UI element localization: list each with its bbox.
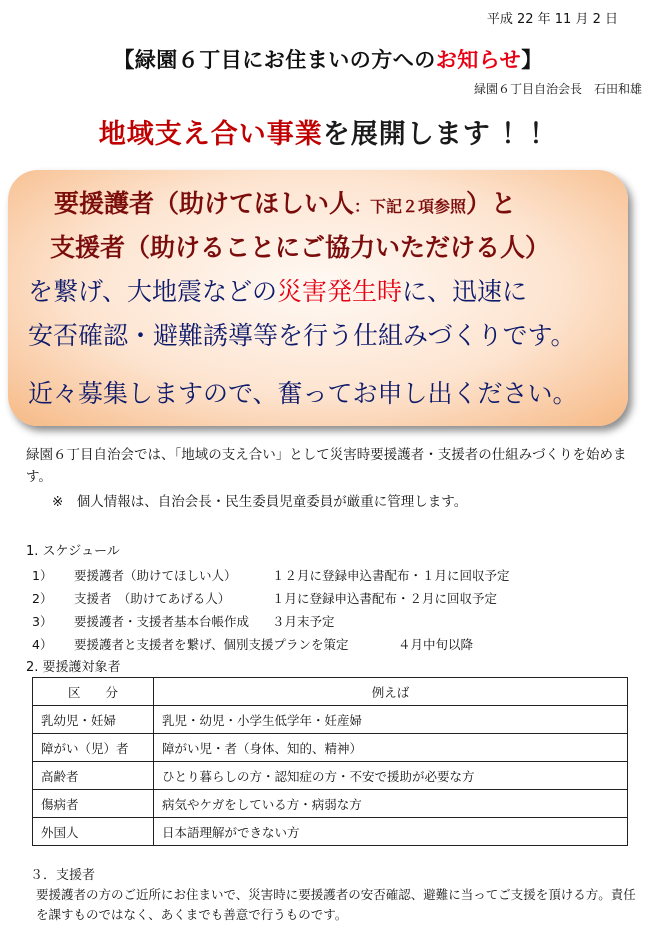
table-row bbox=[33, 762, 628, 790]
table-row bbox=[33, 734, 628, 762]
headline-dark: を展開します ！！ bbox=[322, 119, 558, 150]
schedule-item-timing: ３月末予定 bbox=[272, 614, 335, 629]
line3-before: を繋げ、大地震などの bbox=[28, 277, 278, 306]
schedule-item-timing: ４月中旬以降 bbox=[398, 637, 474, 652]
table-row bbox=[33, 790, 628, 818]
schedule-item-text: 要援護者（助けてほしい人） bbox=[74, 568, 237, 583]
category-cell: 傷病者 bbox=[33, 790, 154, 818]
table-row bbox=[33, 706, 628, 734]
banner-line-1 bbox=[54, 184, 516, 220]
term-supporter: 支援者 bbox=[50, 233, 126, 262]
supporters-heading: ３．支援者 bbox=[30, 868, 96, 883]
term-requiring-aid: 要援護者 bbox=[54, 189, 155, 218]
announcement-banner bbox=[8, 170, 628, 426]
author-line: 緑園６丁目自治会長 石田和雄 bbox=[473, 82, 642, 96]
schedule-item-number: 4） bbox=[32, 637, 53, 652]
banner-line-5: 近々募集しますので、奮ってお申し出ください。 bbox=[28, 379, 578, 408]
column-header-examples: 例えば bbox=[154, 678, 628, 706]
category-cell: 外国人 bbox=[33, 818, 154, 846]
example-cell: 乳児・幼児・小学生低学年・妊産婦 bbox=[154, 706, 628, 734]
disaster-emphasis: 災害発生時 bbox=[277, 277, 403, 306]
privacy-note: ※ 個人情報は、自治会長・民生委員児童委員が厳重に管理します。 bbox=[52, 494, 468, 510]
supporters-description: 要援護者の方のご近所にお住まいで、災害時に要援護者の安否確認、避難に当ってご支援を頂ける方。責任を課すものではなく、あくまでも善意で行うものです。 bbox=[36, 887, 636, 922]
title-highlight: お知らせ bbox=[435, 48, 522, 72]
schedule-item-number: 2） bbox=[32, 591, 53, 606]
headline-red: 地域支え合い事業 bbox=[98, 119, 323, 150]
supporter-description: （助けることにご協力いただける人） bbox=[125, 233, 551, 262]
title-suffix: 】 bbox=[521, 48, 543, 72]
issue-date: 平成 22 年 11 月 2 日 bbox=[486, 12, 618, 27]
notice-title bbox=[0, 44, 656, 74]
headline bbox=[0, 112, 656, 151]
category-cell: 乳幼児・妊婦 bbox=[33, 706, 154, 734]
table-row bbox=[33, 818, 628, 846]
banner-line-3 bbox=[28, 272, 527, 308]
category-cell: 障がい（児）者 bbox=[33, 734, 154, 762]
schedule-heading: 1. スケジュール bbox=[26, 544, 120, 559]
targets-heading: 2. 要援護対象者 bbox=[26, 660, 121, 675]
category-cell: 高齢者 bbox=[33, 762, 154, 790]
schedule-item-text: 要援護者と支援者を繋げ、個別支援プランを策定 bbox=[74, 637, 349, 652]
intro-paragraph: 緑園６丁目自治会では、「地域の支え合い」として災害時要援護者・支援者の仕組みづくりを始めます。 bbox=[26, 447, 627, 485]
schedule-item-text: 要援護者・支援者基本台帳作成 bbox=[74, 614, 250, 629]
line3-after: に、迅速に bbox=[402, 277, 528, 306]
schedule-item-timing: １月に登録申込書配布・２月に回収予定 bbox=[272, 591, 498, 606]
column-header-category: 区 分 bbox=[33, 678, 154, 706]
paren-open: （助けてほしい人 bbox=[154, 189, 355, 218]
example-cell: 障がい児・者（身体、知的、精神） bbox=[154, 734, 628, 762]
example-cell: ひとり暮らしの方・認知症の方・不安で援助が必要な方 bbox=[154, 762, 628, 790]
banner-line-2 bbox=[50, 228, 550, 264]
reference-note: ：下記２項参照 bbox=[354, 197, 467, 216]
paren-close: ）と bbox=[466, 189, 517, 218]
title-prefix: 【緑園６丁目にお住まいの方への bbox=[113, 48, 436, 72]
example-cell: 病気やケガをしている方・病弱な方 bbox=[154, 790, 628, 818]
schedule-item-number: 3） bbox=[32, 614, 53, 629]
example-cell: 日本語理解ができない方 bbox=[154, 818, 628, 846]
schedule-item-number: 1） bbox=[32, 568, 53, 583]
schedule-item-text: 支援者 （助けてあげる人） bbox=[74, 591, 231, 606]
schedule-item-timing: １２月に登録申込書配布・１月に回収予定 bbox=[272, 568, 510, 583]
banner-line-4: 安否確認・避難誘導等を行う仕組みづくりです。 bbox=[28, 321, 576, 350]
targets-table bbox=[32, 677, 628, 846]
table-header-row bbox=[33, 678, 628, 706]
